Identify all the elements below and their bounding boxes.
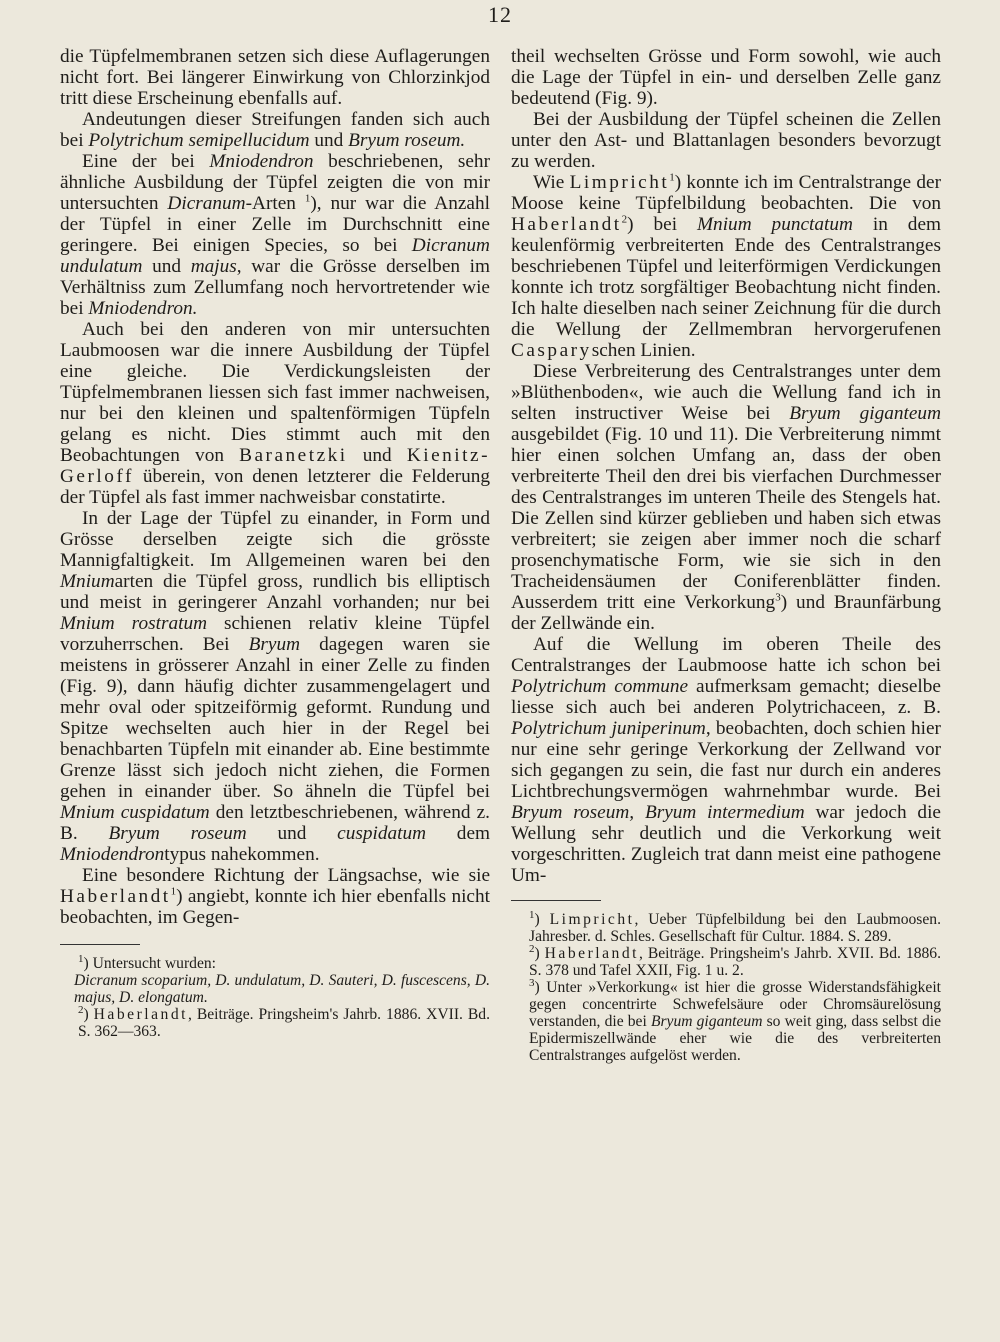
left-paragraph-5: In der Lage der Tüpfel zu einander, in Form und Grösse derselben zeigte sich die grösste Mannigfaltigkeit. Im Allgemeinen waren bei den Mniumarten die Tüpfel gross, rundlich bis elliptisch und meist in geringerer Anzahl vorhanden; nur bei Mnium rostratum schienen relativ kleine Tüpfel vorzuherrschen. Bei Bryum dagegen waren sie meistens in grösserer Anzahl in einer Zelle zu finden (Fig. 9), dann häufig dichter zusammengelagert und mehr oval oder spitzeiförmig geformt. Rundung und Spitze wechselten auch hier in der Regel bei benachbarten Tüpfeln mit einander ab. Eine bestimmte Grenze lässt sich jedoch nicht ziehen, die Formen gehen in einander über. So ähneln die Tüpfel bei Mnium cuspidatum den letztbeschriebenen, während z. B. Bryum roseum und cuspidatum dem Mniodendrontypus nahekommen. (60, 508, 491, 865)
right-footnotes (511, 908, 942, 1064)
footnote-ref: 1 (669, 171, 675, 184)
right-paragraph-3: Wie Limpricht$^1$) konnte ich im Centralstrange der Moose keine Tüpfelbildung beobachten. Die von Haberlandt$^2$) bei Mnium punctatum in dem keulenförmig verbreiterten Ende des Centralstranges beschriebenen Tüpfel und leiterförmigen Verdickungen konnte ich trotz sorgfältiger Beobachtung nicht finden. Ich halte dieselben nach seiner Zeichnung für die durch die Wellung der Zellmembran hervorgerufenen Casparyschen Linien. (511, 171, 941, 361)
footnote-ref: 3 (775, 591, 781, 604)
right-paragraph-2: Bei der Ausbildung der Tüpfel scheinen die Zellen unter den Ast- und Blattanlagen besonders bevorzugt zu werden. (511, 109, 941, 172)
left-column (60, 46, 490, 1040)
right-column (511, 46, 941, 1064)
footnote-1: $^1$) Limpricht, Ueber Tüpfelbildung bei den Laubmoosen. Jahresber. d. Schles. Gesellschaft für Cultur. 1884. S. 289. (529, 908, 941, 945)
footnote-ref: 1 (304, 192, 311, 205)
right-paragraph-5: Auf die Wellung im oberen Theile des Centralstranges der Laubmoose hatte ich schon bei Polytrichum commune aufmerksam gemacht; dieselbe liesse sich auch bei anderen Polytrichaceen, z. B. Polytrichum juniperinum, beobachten, doch schien hier nur eine sehr geringe Verkorkung der Zellwand vor sich gegangen zu sein, die fast nur durch ein anderes Lichtbrechungsvermögen wahrnehmbar wurde. Bei Bryum roseum, Bryum intermedium war jedoch die Wellung sehr deutlich und die Verkorkung weit vorgeschritten. Zugleich trat dann meist eine pathogene Um- (511, 634, 941, 886)
footnote-1-list: Dicranum scoparium, D. undulatum, D. Sauteri, D. fuscescens, D. majus, D. elongatum. (74, 972, 490, 1006)
left-paragraph-2: Andeutungen dieser Streifungen fanden sich auch bei Polytrichum semipellucidum und Bryum roseum. (60, 109, 490, 151)
footnote-2: $^2$) Haberlandt, Beiträge. Pringsheim's Jahrb. XVII. Bd. 1886. S. 378 und Tafel XXII, Fig. 1 u. 2. (529, 942, 941, 979)
footnote-divider (60, 944, 140, 945)
footnote-ref: 1 (170, 885, 177, 898)
footnote-ref: 2 (621, 213, 628, 226)
footnote-3: $^3$) Unter »Verkorkung« ist hier die grosse Widerstandsfähigkeit gegen concentrirte Schwefelsäure oder Chromsäurelösung verstanden, die bei Bryum giganteum so weit ging, dass selbst die Epidermiszellwände eher wie die des verbreiterten Centralstranges aufgelöst werden. (529, 976, 942, 1064)
left-footnotes (60, 952, 490, 1040)
right-paragraph-4: Diese Verbreiterung des Centralstranges unter dem »Blüthenboden«, wie auch die Wellung fand ich in selten instructiver Weise bei Bryum giganteum ausgebildet (Fig. 10 und 11). Die Verbreiterung nimmt hier einen solchen Umfang an, dass der oben verbreiterte Theil den drei bis vierfachen Durchmesser des Centralstranges im unteren Theile des Stengels hat. Die Zellen sind kürzer geblieben und haben sich etwas verbreitert; sie zeigen aber immer noch die scharf prosenchymatische Form, wie sie sich in den Tracheidensäumen der Coniferenblätter finden. Ausserdem tritt eine Verkorkung$^3$) und Braunfärbung der Zellwände ein. (511, 361, 941, 634)
footnote-2: $^2$) Haberlandt, Beiträge. Pringsheim's Jahrb. 1886. XVII. Bd. S. 362—363. (78, 1003, 490, 1040)
right-paragraph-1: theil wechselten Grösse und Form sowohl, wie auch die Lage der Tüpfel in ein- und derselben Zelle ganz bedeutend (Fig. 9). (511, 46, 941, 109)
left-paragraph-4: Auch bei den anderen von mir untersuchten Laubmoosen war die innere Ausbildung der Tüpfel eine gleiche. Die Verdickungsleisten der Tüpfelmembranen liessen sich fast immer nachweisen, nur bei den kleinen und spaltenförmigen Tüpfeln gelang es nicht. Dies stimmt auch mit den Beobachtungen von Baranetzki und Kienitz-Gerloff überein, von denen letzterer die Felderung der Tüpfel als fast immer nachweisbar constatirte. (60, 319, 491, 508)
left-paragraph-3: Eine der bei Mniodendron beschriebenen, sehr ähnliche Ausbildung der Tüpfel zeigten die von mir untersuchten Dicranum-Arten $^1$), nur war die Anzahl der Tüpfel in einer Zelle im Durchschnitt eine geringere. Bei einigen Species, so bei Dicranum undulatum und majus, war die Grösse derselben im Verhältniss zum Zellumfang noch hervortretender wie bei Mniodendron. (60, 151, 491, 319)
page-number: 12 (488, 2, 512, 27)
footnote-divider (511, 900, 601, 901)
left-paragraph-6: Eine besondere Richtung der Längsachse, wie sie Haberlandt$^1$) angiebt, konnte ich hier ebenfalls nicht beobachten, im Gegen- (60, 865, 490, 928)
footnote-1: $^1$) Untersucht wurden: (78, 952, 217, 972)
left-paragraph-1: die Tüpfelmembranen setzen sich diese Auflagerungen nicht fort. Bei längerer Einwirkung von Chlorzinkjod tritt diese Erscheinung ebenfalls auf. (60, 46, 490, 109)
